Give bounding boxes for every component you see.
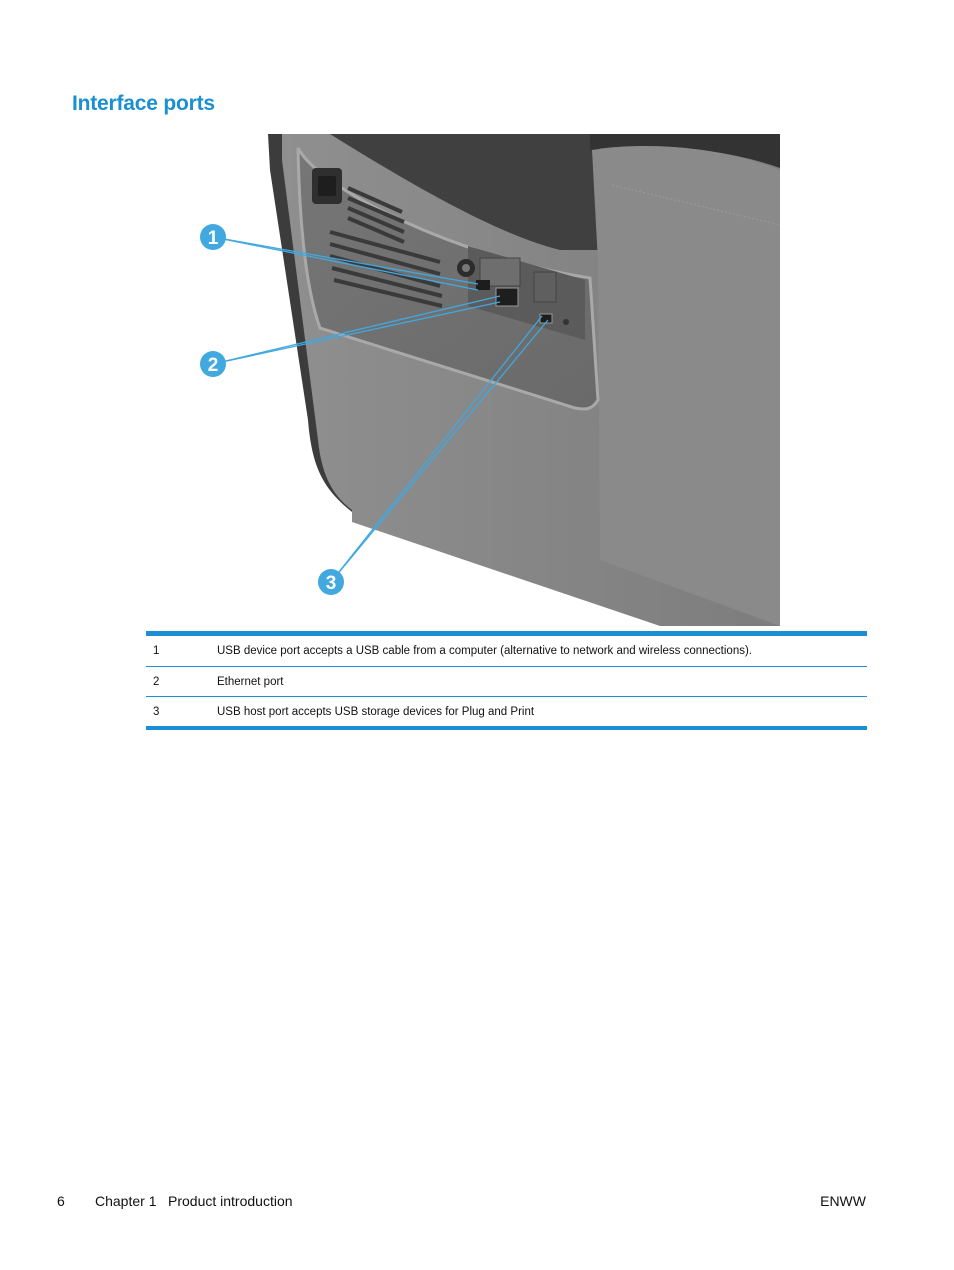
callout-3 (318, 569, 344, 595)
ports-table (146, 631, 867, 730)
row-description: Ethernet port (217, 667, 867, 697)
callout-2-label: 2 (207, 355, 219, 376)
callout-2 (200, 351, 226, 377)
chapter-title: Product introduction (168, 1193, 293, 1209)
callout-1 (200, 224, 226, 250)
page-footer (0, 1193, 954, 1213)
callout-3-label: 3 (325, 573, 337, 594)
table-row (146, 697, 867, 729)
row-number: 1 (146, 634, 217, 667)
page-number: 6 (57, 1193, 65, 1209)
doc-code: ENWW (820, 1193, 866, 1209)
chapter-label: Chapter 1 (95, 1193, 157, 1209)
row-description: USB device port accepts a USB cable from a computer (alternative to network and wireless connections). (217, 634, 867, 667)
row-number: 2 (146, 667, 217, 697)
table-row (146, 667, 867, 697)
row-description: USB host port accepts USB storage devices for Plug and Print (217, 705, 535, 718)
table-row (146, 634, 867, 667)
section-title: Interface ports (72, 92, 215, 115)
callout-1-label: 1 (207, 228, 219, 249)
row-number: 3 (153, 705, 160, 718)
